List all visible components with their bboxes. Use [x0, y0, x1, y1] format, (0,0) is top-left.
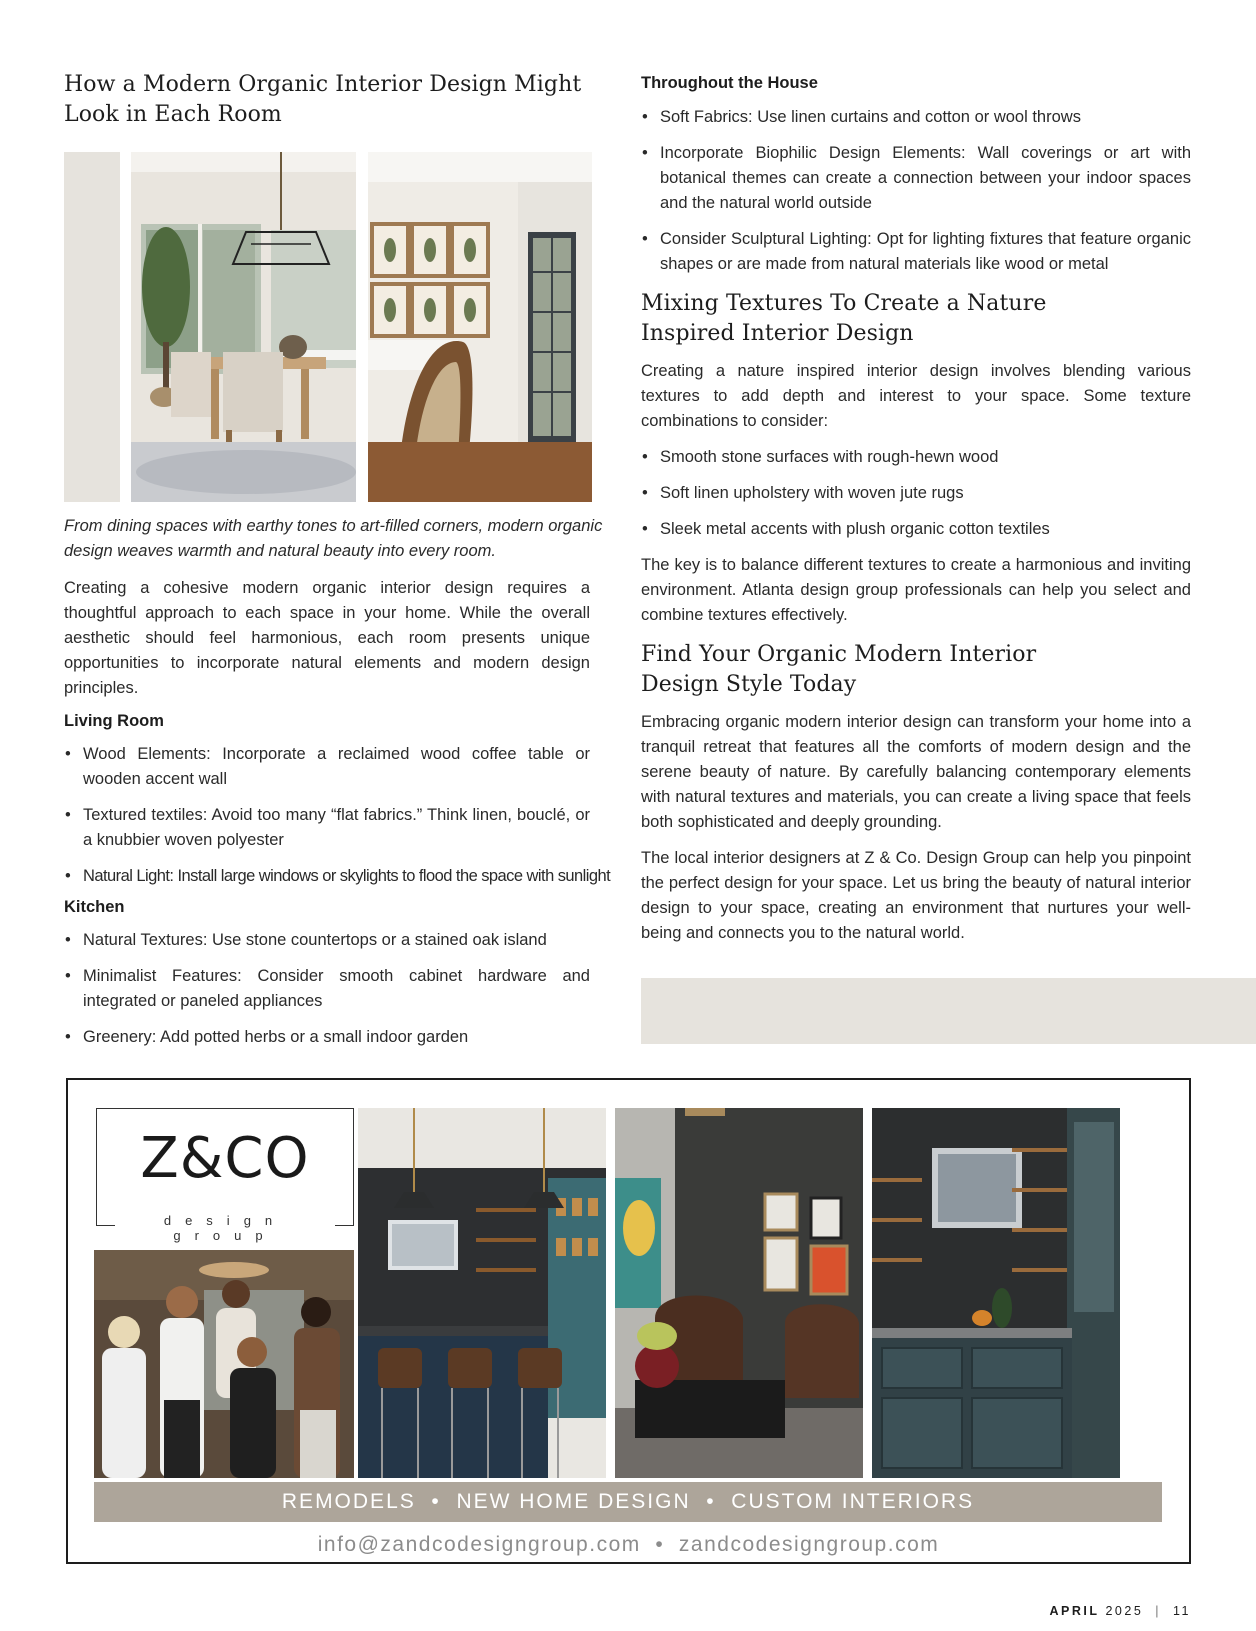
room-heading: How a Modern Organic Interior Design Might Look in Each Room — [64, 72, 582, 127]
beige-accent-strip — [64, 152, 120, 502]
logo-subtitle: design group — [115, 1213, 335, 1243]
advertisement — [66, 1078, 1191, 1564]
list-item: • Wood Elements: Incorporate a reclaimed wood coffee table or wooden accent wall — [64, 742, 590, 792]
page-number: 11 — [1173, 1604, 1191, 1618]
list-item: • Incorporate Biophilic Design Elements: Wall coverings or art with botanical themes can create a connection between your indoor spaces and the natural world outside — [641, 141, 1191, 216]
kitchen-list — [64, 928, 590, 1050]
footer-separator: | — [1155, 1604, 1162, 1618]
list-item: • Minimalist Features: Consider smooth cabinet hardware and integrated or paneled appliances — [64, 964, 590, 1014]
living-room-title: Living Room — [64, 712, 164, 730]
list-item: • Soft linen upholstery with woven jute rugs — [641, 481, 1191, 506]
left-column — [64, 70, 612, 1050]
textures-list — [641, 445, 1191, 542]
throughout-list — [641, 105, 1191, 277]
logo-wordmark: Z&CO — [140, 1126, 310, 1191]
services-banner: REMODELS • NEW HOME DESIGN • CUSTOM INTERIORS — [94, 1482, 1162, 1522]
decorative-gray-block — [641, 978, 1256, 1044]
list-item: • Greenery: Add potted herbs or a small indoor garden — [64, 1025, 590, 1050]
contact-line: info@zandcodesigngroup.com • zandcodesigngroup.com — [317, 1533, 940, 1556]
right-column — [641, 74, 1191, 946]
list-item: • Sleek metal accents with plush organic cotton textiles — [641, 517, 1191, 542]
bar-interior-photo — [358, 1108, 606, 1478]
list-item: • Natural Light: Install large windows or skylights to flood the space with sunlight — [64, 864, 590, 889]
list-item: • Smooth stone surfaces with rough-hewn wood — [641, 445, 1191, 470]
list-item: • Natural Textures: Use stone countertops or a stained oak island — [64, 928, 590, 953]
find-style-paragraph-1: Embracing organic modern interior design can transform your home into a tranquil retreat that features all the comforts of modern design and the serene beauty of nature. By carefully balancing contemporary elements with natural textures and materials, you can create a living space that feels both sophisticated and deeply grounding. — [641, 713, 1191, 831]
throughout-title: Throughout the House — [641, 74, 818, 92]
intro-paragraph: Creating a cohesive modern organic interior design requires a thoughtful approach to each space in your home. While the overall aesthetic should feel harmonious, each room presents unique opportunities to incorporate natural elements and modern design principles. — [64, 579, 590, 697]
photo-row — [64, 152, 616, 502]
list-item: • Textured textiles: Avoid too many “flat fabrics.” Think linen, bouclé, or a knubbier woven polyester — [64, 803, 590, 853]
gallery-wall-photo — [368, 152, 592, 502]
wet-bar-photo — [872, 1108, 1120, 1478]
textures-heading: Mixing Textures To Create a Nature Inspired Interior Design — [641, 291, 1047, 346]
textures-outro: The key is to balance different textures to create a harmonious and inviting environment. Atlanta design group professionals can help you select and combine textures effectively. — [641, 556, 1191, 624]
kitchen-title: Kitchen — [64, 898, 125, 916]
footer-year: 2025 — [1105, 1604, 1144, 1618]
find-style-paragraph-2: The local interior designers at Z & Co. Design Group can help you pinpoint the perfect design for your space. Let us bring the beauty of natural interior design to your space, creating an environment that nurtures your well-being and connects you to the natural world. — [641, 849, 1191, 942]
footer-month: APRIL — [1049, 1604, 1100, 1618]
living-room-list — [64, 742, 611, 889]
page-footer — [1050, 1604, 1192, 1618]
textures-intro: Creating a nature inspired interior design involves blending various textures to add depth and interest to your space. Some texture combinations to consider: — [641, 362, 1191, 430]
photo-caption: From dining spaces with earthy tones to art-filled corners, modern organic design weaves warmth and natural beauty into every room. — [64, 517, 603, 560]
find-style-heading: Find Your Organic Modern Interior Design Style Today — [641, 642, 1037, 697]
dining-room-photo — [131, 152, 356, 502]
lounge-photo — [615, 1108, 863, 1478]
list-item: • Soft Fabrics: Use linen curtains and cotton or wool throws — [641, 105, 1191, 130]
list-item: • Consider Sculptural Lighting: Opt for lighting fixtures that feature organic shapes or are made from natural materials like wood or metal — [641, 227, 1191, 277]
company-logo — [96, 1108, 354, 1243]
team-photo — [94, 1250, 354, 1478]
